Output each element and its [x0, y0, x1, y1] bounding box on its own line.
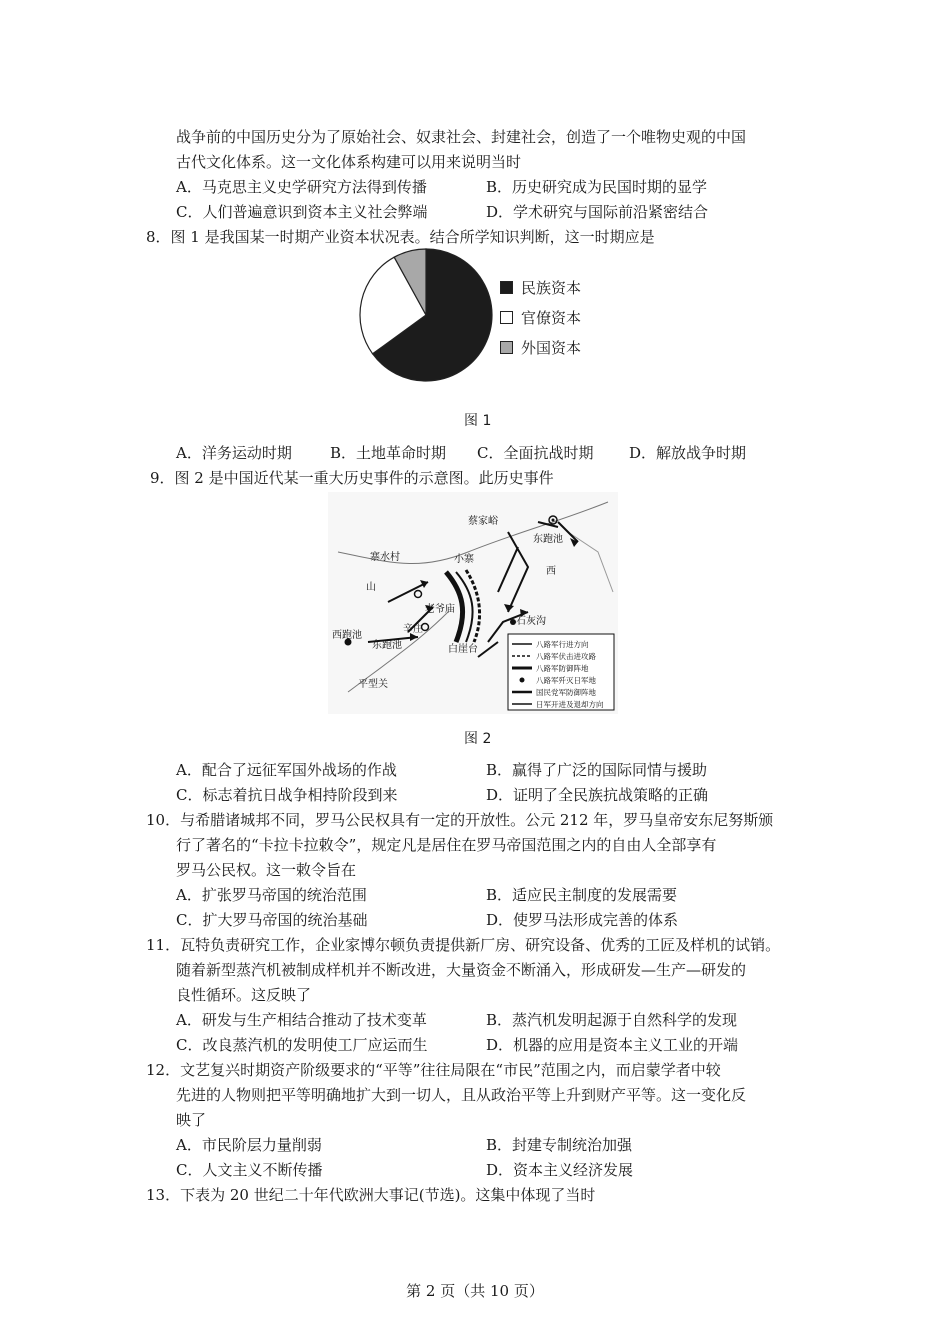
legend-label-2: 官僚资本 [521, 309, 582, 327]
q11-stem-line2: 随着新型蒸汽机被制成样机并不断改进，大量资金不断涌入，形成研发—生产—研发的 [176, 961, 747, 979]
legend-label-1: 民族资本 [521, 279, 582, 297]
legend-swatch-2 [500, 311, 513, 324]
q7-option-d: D．学术研究与国际前沿紧密结合 [486, 203, 709, 221]
q7-option-b: B．历史研究成为民国时期的显学 [486, 178, 708, 196]
q10-stem-line3: 罗马公民权。这一敕令旨在 [176, 861, 357, 879]
figure-1-caption: 图 1 [464, 413, 492, 429]
q12-stem-line1: 12．文艺复兴时期资产阶级要求的“平等”往往局限在“市民”范围之内，而启蒙学者中较 [146, 1061, 721, 1079]
q8-option-c: C．全面抗战时期 [477, 444, 594, 462]
q10-option-d: D．使罗马法形成完善的体系 [486, 911, 679, 929]
q8-stem: 8．图 1 是我国某一时期产业资本状况表。结合所学知识判断，这一时期应是 [146, 228, 655, 246]
legend-swatch-3 [500, 341, 513, 354]
figure-2-caption: 图 2 [464, 731, 492, 747]
q10-option-c: C．扩大罗马帝国的统治基础 [176, 911, 368, 929]
q11-option-a: A．研发与生产相结合推动了技术变革 [176, 1011, 427, 1029]
q10-option-a: A．扩张罗马帝国的统治范围 [176, 886, 367, 904]
map-label-l10: 东跑池 [372, 640, 402, 651]
map-label-l8: 辛庄 [403, 624, 423, 635]
q7-option-a: A．马克思主义史学研究方法得到传播 [176, 178, 427, 196]
map-label-l12: 石灰沟 [516, 616, 546, 627]
map-legend-6: 日军开进及退却方向 [536, 700, 604, 709]
q9-option-c: C．标志着抗日战争相持阶段到来 [176, 786, 398, 804]
q10-option-b: B．适应民主制度的发展需要 [486, 886, 678, 904]
legend-item-3 [500, 337, 581, 358]
map-label-l9: 西跑池 [332, 630, 362, 641]
map-label-l4: 小寨 [454, 554, 474, 565]
q9-stem: 9．图 2 是中国近代某一重大历史事件的示意图。此历史事件 [150, 469, 554, 487]
q11-option-c: C．改良蒸汽机的发明使工厂应运而生 [176, 1036, 428, 1054]
map-label-l5: 山 [366, 582, 376, 593]
map-legend-1: 八路军行进方向 [536, 640, 589, 649]
page-footer: 第 2 页（共 10 页） [406, 1282, 544, 1300]
q10-stem-line2: 行了著名的“卡拉卡拉敕令”，规定凡是居住在罗马帝国范围之内的自由人全部享有 [176, 836, 717, 854]
q8-option-d: D．解放战争时期 [629, 444, 747, 462]
battle-map [328, 492, 618, 714]
q8-option-b: B．土地革命时期 [330, 444, 447, 462]
map-label-l7: 老爷庙 [425, 604, 455, 615]
q13-stem: 13．下表为 20 世纪二十年代欧洲大事记(节选)。这集中体现了当时 [146, 1186, 596, 1204]
map-label-l13: 平型关 [358, 679, 388, 690]
q11-option-b: B．蒸汽机发明起源于自然科学的发现 [486, 1011, 738, 1029]
map-legend-4: 八路军歼灭日军地 [536, 676, 596, 685]
legend-item-1 [500, 277, 581, 298]
q10-stem-line1: 10．与希腊诸城邦不同，罗马公民权具有一定的开放性。公元 212 年，罗马皇帝安东尼努斯颁 [146, 811, 774, 829]
q7-stem-line2: 古代文化体系。这一文化体系构建可以用来说明当时 [176, 153, 522, 171]
map-legend-2: 八路军伏击进攻路 [536, 652, 596, 661]
q12-stem-line2: 先进的人物则把平等明确地扩大到一切人，且从政治平等上升到财产平等。这一变化反 [176, 1086, 747, 1104]
q9-option-b: B．赢得了广泛的国际同情与援助 [486, 761, 708, 779]
legend-swatch-1 [500, 281, 513, 294]
q12-option-d: D．资本主义经济发展 [486, 1161, 634, 1179]
q11-stem-line1: 11．瓦特负责研究工作，企业家博尔顿负责提供新厂房、研究设备、优秀的工匠及样机的试销。 [146, 936, 781, 954]
q9-option-a: A．配合了远征军国外战场的作战 [176, 761, 397, 779]
q12-option-b: B．封建专制统治加强 [486, 1136, 633, 1154]
q11-option-d: D．机器的应用是资本主义工业的开端 [486, 1036, 739, 1054]
legend-item-2 [500, 307, 581, 328]
map-label-l2: 东跑池 [533, 534, 563, 545]
q12-stem-line3: 映了 [176, 1111, 207, 1129]
q9-option-d: D．证明了全民族抗战策略的正确 [486, 786, 709, 804]
map-legend-3: 八路军防御阵地 [536, 664, 589, 673]
q7-stem-line1: 战争前的中国历史分为了原始社会、奴隶社会、封建社会，创造了一个唯物史观的中国 [176, 128, 747, 146]
map-legend-5: 国民党军防御阵地 [536, 688, 596, 697]
q11-stem-line3: 良性循环。这反映了 [176, 986, 312, 1004]
q12-option-a: A．市民阶层力量削弱 [176, 1136, 322, 1154]
pie-chart [350, 248, 500, 388]
map-label-l11: 白崖台 [448, 644, 478, 655]
q12-option-c: C．人文主义不断传播 [176, 1161, 323, 1179]
map-label-l1: 蔡家峪 [468, 516, 498, 527]
q8-option-a: A．洋务运动时期 [176, 444, 292, 462]
map-label-l3: 寨水村 [370, 552, 400, 563]
map-label-l6: 西 [546, 566, 556, 577]
legend-label-3: 外国资本 [521, 339, 582, 357]
q7-option-c: C．人们普遍意识到资本主义社会弊端 [176, 203, 428, 221]
